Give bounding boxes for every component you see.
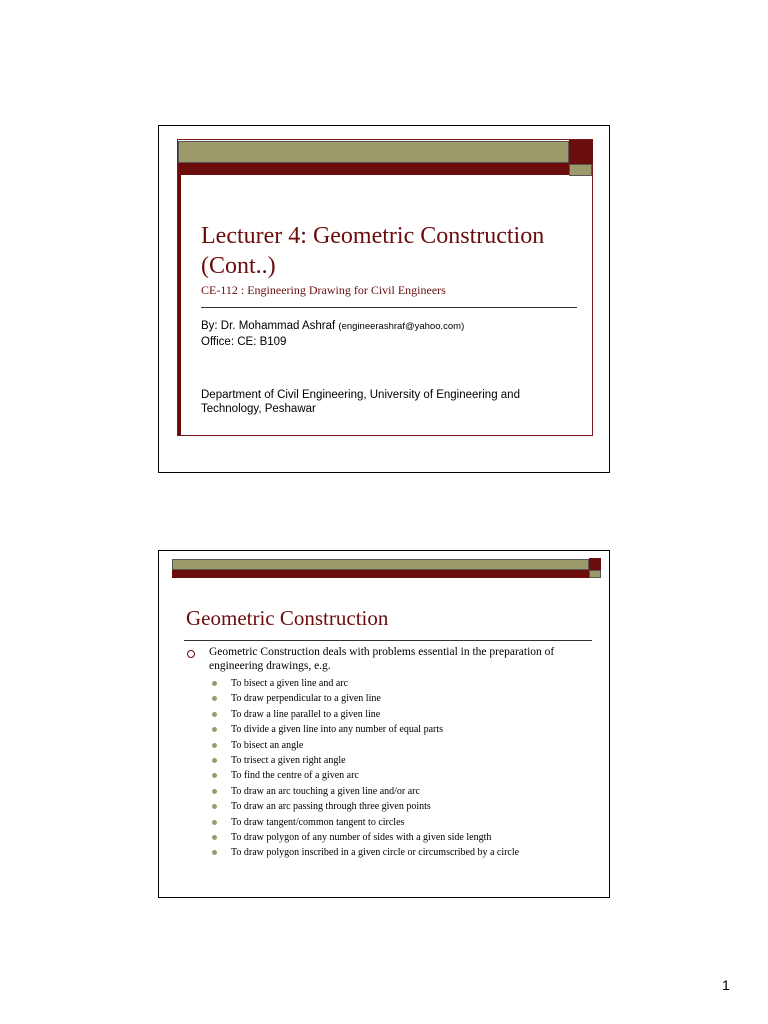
slide-1-header-red-bar [178, 163, 569, 175]
bullet-dot-icon [212, 743, 217, 748]
list-item [209, 815, 519, 830]
list-item-text: To draw perpendicular to a given line [231, 693, 381, 705]
list-item-text: To draw polygon inscribed in a given circle or circumscribed by a circle [231, 847, 520, 859]
department-line: Department of Civil Engineering, University of Engineering and Technology, Peshawar [201, 389, 520, 415]
slide-1-subtitle: CE-112 : Engineering Drawing for Civil Engineers [201, 283, 446, 297]
list-item [209, 753, 519, 768]
bullet-dot-icon [212, 727, 217, 732]
author-name: By: Dr. Mohammad Ashraf [201, 320, 336, 332]
bullet-dot-icon [212, 681, 217, 686]
slide-2-header-olive-bar [172, 559, 589, 570]
bullet-dot-icon [212, 712, 217, 717]
list-item-text: To trisect a given right angle [231, 754, 346, 766]
office-line: Office: CE: B109 [201, 336, 287, 348]
list-item [209, 707, 519, 722]
slide-2-header-olive-square [589, 570, 601, 578]
list-item-text: To draw a line parallel to a given line [231, 708, 381, 720]
list-item-text: To bisect an angle [231, 739, 304, 751]
page-number: 1 [722, 977, 730, 993]
list-item [209, 738, 519, 753]
slide-2-header-red-square [589, 558, 601, 570]
author-email: (engineerashraf@yahoo.com) [338, 321, 465, 332]
bullet-dot-icon [212, 789, 217, 794]
list-item-text: To draw polygon of any number of sides with a given side length [231, 831, 492, 843]
bullet-dot-icon [212, 696, 217, 701]
list-item [209, 691, 519, 706]
slide-2-intro: Geometric Construction deals with problems essential in the preparation of engineering drawings, e.g. [209, 646, 555, 672]
bullet-dot-icon [212, 773, 217, 778]
bullet-dot-icon [212, 835, 217, 840]
list-item [209, 784, 519, 799]
list-item-text: To divide a given line into any number of equal parts [231, 724, 444, 736]
slide-1-title: Lecturer 4: Geometric Construction (Cont..) [201, 223, 545, 279]
list-item [209, 768, 519, 783]
list-item [209, 799, 519, 814]
list-item-text: To draw an arc touching a given line and/or arc [231, 785, 420, 797]
list-item-text: To draw an arc passing through three given points [231, 801, 431, 813]
slide-2 [158, 550, 610, 898]
bullet-dot-icon [212, 804, 217, 809]
slide-2-title: Geometric Construction [186, 606, 389, 630]
list-item-text: To find the centre of a given arc [231, 770, 359, 782]
author-line [201, 320, 464, 332]
bullet-dot-icon [212, 820, 217, 825]
slide-1-header-olive-square [569, 164, 592, 176]
bullet-dot-icon [212, 850, 217, 855]
slide-1-header-olive-bar [178, 141, 569, 163]
list-item [209, 845, 519, 860]
list-item [209, 722, 519, 737]
list-item-text: To bisect a given line and arc [231, 678, 349, 689]
slide-1-header-red-square [569, 140, 593, 164]
slide-2-divider [184, 640, 592, 641]
list-item [209, 676, 519, 691]
slide-1 [158, 125, 610, 473]
list-item [209, 830, 519, 845]
list-item-text: To draw tangent/common tangent to circles [231, 816, 405, 828]
bullet-dot-icon [212, 758, 217, 763]
slide-1-left-accent-bar [178, 175, 181, 436]
hollow-bullet-icon [187, 650, 195, 658]
construction-list [209, 676, 519, 861]
slide-1-divider [201, 307, 577, 308]
slide-2-header-red-bar [172, 570, 589, 578]
